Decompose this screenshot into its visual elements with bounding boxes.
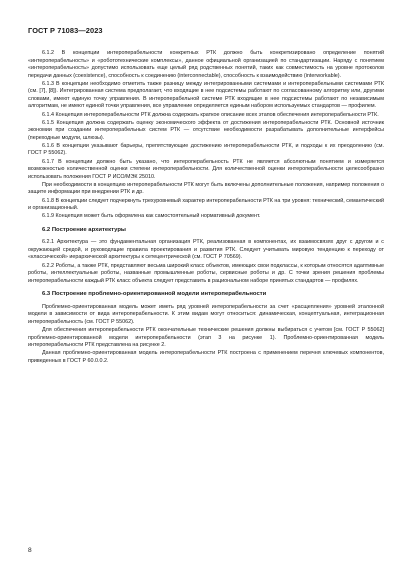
standard-header: ГОСТ Р 71083—2023 (28, 26, 103, 35)
page-body (28, 50, 384, 365)
paragraph-6-1-9: 6.1.9 Концепция может быть оформлена как самостоятельный нормативный документ. (42, 213, 261, 220)
page-number: 8 (28, 547, 32, 554)
paragraph-6-3-b: Для обеспечения интероперабельности РТК окончательные технические решения должны выбираться с учетом [см. ГОСТ Р 55062] проблемно-ориентированной модели интероперабельности (этап 3 на рисунке 1). Проблемно-ориентированная модель интероперабельности РТК представлена на рисунке 2. (28, 326, 384, 349)
paragraph-6-2-1: 6.2.1 Архитектура — это фундаментальная организация РТК, реализованная в компонентах, их взаимосвязях друг с другом и с окружающей средой, и руководящие правила проектирования и развития РТК. Следует учитывать мировую тенденцию к переходу от «классической» иерархической архитектуры к сетецентрической (см. ГОСТ Р 70569). (28, 239, 384, 261)
section-heading-6-2: 6.2 Построение архитектуры (42, 226, 126, 233)
paragraph-6-2-2: 6.2.2 Роботы, а также РТК, представляют весьма широкий класс объектов, имеющих свои подклассы, к которым относятся адаптивные роботы, интеллектуальные роботы, названные промышленные роботы, сервисные роботы и др. С точки зрения решения проблемы интероперабельности каждый РТК класс объекта следует представить в рациональном наборе принятых стандартов — профилях. (28, 262, 384, 284)
paragraph-additional: При необходимости в концепцию интероперабельности РТК могут быть включены дополнительные положения, например положения о защите информации при внедрении РТК и др. (28, 181, 384, 196)
paragraph-6-3-a: Проблемно-ориентированная модель может иметь ряд уровней интероперабельности за счет «расщепления» уровней эталонной модели в зависимости от вида интероперабельности. К этим видам могут относиться: динамическая, концептуальная, интеграционная интероперабельность (см. ГОСТ Р 55062). (28, 303, 384, 325)
paragraph-6-1-7: 6.1.7 В концепции должно быть указано, что интероперабельность РТК не является абсолютным понятием и измеряется возможностью количественной оценки степени интероперабельности. Для количественной оценки интероперабельности целесообразно использовать положения ГОСТ Р ИСО/МЭК 25010. (28, 158, 384, 180)
paragraph-6-1-2: 6.1.2 В концепции интероперабельности конкретных РТК должно быть конкретизировано определение понятий «интероперабельность» и «робототехнические комплексы», данное официальной организацией по стандартизации. Наряду с понятием «интероперабельность» допустимо использовать еще целый ряд родственных понятий, таких как совместимость на уровне протоколов передачи данных (coexistence), способность к соединению (interconnectable), способность к взаимодействию (interworkable). (28, 50, 384, 79)
paragraph-6-1-4: 6.1.4 Концепция интероперабельности РТК должна содержать краткое описание всех этапов обеспечения интероперабельности РТК. (42, 111, 379, 118)
paragraph-6-1-5: 6.1.5 Концепция должна содержать оценку экономического эффекта от достижения интероперабельности РТК. Основной источник экономии при создании интероперабельных систем РТК — отсутствие необходимости разрабатывать дополнительные интерфейсы (переходные модули, шлюзы). (28, 119, 384, 141)
section-heading-6-3: 6.3 Построение проблемно-ориентированной модели интероперабельности (42, 291, 267, 298)
paragraph-6-1-6: 6.1.6 В концепции указывают барьеры, препятствующие достижению интероперабельности РТК, и подходы к их преодолению (см. ГОСТ Р 55062). (28, 142, 384, 157)
paragraph-6-3-c: Данная проблемно-ориентированная модель интероперабельности РТК построена с применением перечня ключевых компонентов, приведенных в ГОСТ Р 60.0.0.2. (28, 350, 384, 364)
paragraph-6-1-3: 6.1.3 В концепции необходимо отметить также разницу между интегрированными системами и интероперабельными системами РТК (см. [7], [8]). Интегрированная система предполагает, что входящие в нее подсистемы работают по согласованному алгоритму или, другими словами, имеют единую точку управления. В интероперабельной системе РТК входящие в нее подсистемы работают по независимым алгоритмам, не имеют единой точки управления, все управление определяется единым набором используемых стандартов — профилем. (28, 80, 384, 110)
paragraph-6-1-8: 6.1.8 В концепции следует подчеркнуть трехуровневый характер интероперабельности РТК на три уровня: технический, семантический и организационный. (28, 197, 384, 212)
